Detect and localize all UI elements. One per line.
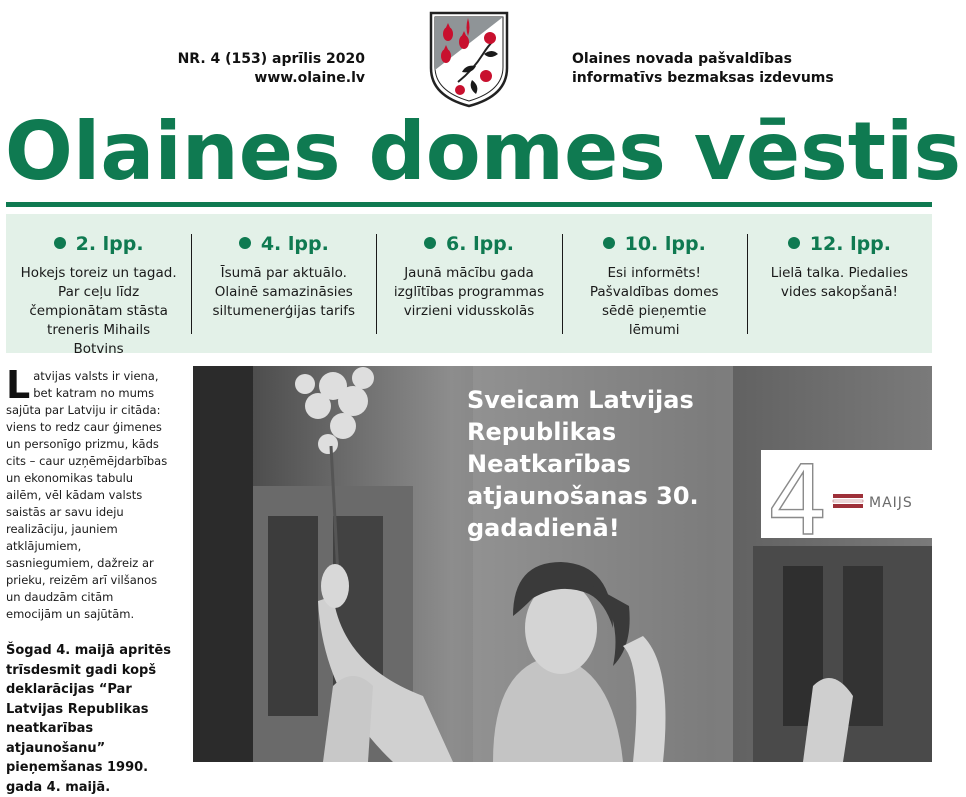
bullet-dot-icon [788,237,800,249]
teaser-page-ref: 2. lpp. [6,232,191,256]
publisher-info [572,50,902,88]
bullet-dot-icon [239,237,251,249]
issue-info [150,50,365,88]
masthead-title: Olaines domes vēstis [4,105,962,198]
masthead-divider [6,202,932,207]
teaser-item[interactable] [6,214,191,357]
teaser-text: Īsumā par aktuālo. Olainē samazināsies siltumenerģijas tarifs [212,265,356,319]
website-link[interactable]: www.olaine.lv [254,70,365,86]
teaser-page-ref: 4. lpp. [191,232,376,256]
article-column [6,363,171,797]
may-4-badge [761,450,932,538]
publisher-line-2: informatīvs bezmaksas izdevums [572,70,834,86]
publisher-line-1: Olaines novada pašvaldības [572,51,792,67]
teaser-text: Esi informēts! Pašvaldības domes sēdē pieņemtie lēmumi [589,265,719,338]
teaser-text: Jaunā mācību gada izglītības programmas virzieni vidusskolās [393,265,545,319]
teaser-item[interactable] [747,214,932,353]
coat-of-arms-icon [428,10,510,108]
bullet-dot-icon [603,237,615,249]
badge-graphic [761,450,932,538]
cover-photo [193,366,932,762]
badge-number: 4 [767,450,829,538]
teaser-item[interactable] [376,214,561,353]
article-lead: Šogad 4. maijā apritēs trīsdesmit gadi kopš deklarācijas “Par Latvijas Republikas neatkarības atjaunošanu” pieņemšanas 1990. gada 4. maijā. [6,643,171,795]
teaser-item[interactable] [562,214,747,353]
teaser-page-ref: 12. lpp. [747,232,932,256]
teaser-band [6,214,932,357]
teaser-page-ref: 10. lpp. [562,232,747,256]
article-text: atvijas valsts ir viena, bet katram no mums sajūta par Latviju ir citāda: viens to redz caur ģimenes un personīgo prizmu, kāds cits – caur uzņēmējdarbības un ekonomikas tabulu ailēm, vēl kādam valsts saistās ar savu ideju realizāciju, jauniem atklājumiem, sasniegumiem, dažreiz ar prieku, reizēm arī vilšanos un daudzām citām emocijām un sajūtām. [6,369,168,621]
teaser-page-ref: 6. lpp. [376,232,561,256]
issue-number: NR. 4 (153) aprīlis 2020 [177,51,365,67]
article-body [6,363,171,623]
bullet-dot-icon [54,237,66,249]
teaser-item[interactable] [191,214,376,353]
photo-headline: Sveicam Latvijas Republikas Neatkarības atjaunošanas 30. gadadienā! [467,386,699,542]
teaser-text: Hokejs toreiz un tagad. Par ceļu līdz čempionātam stāsta treneris Mihails Botvins [20,265,177,357]
bullet-dot-icon [424,237,436,249]
drop-cap: L [6,363,31,407]
teaser-text: Lielā talka. Piedalies vides sakopšanā! [770,265,909,300]
badge-label: MAIJS [869,495,913,511]
